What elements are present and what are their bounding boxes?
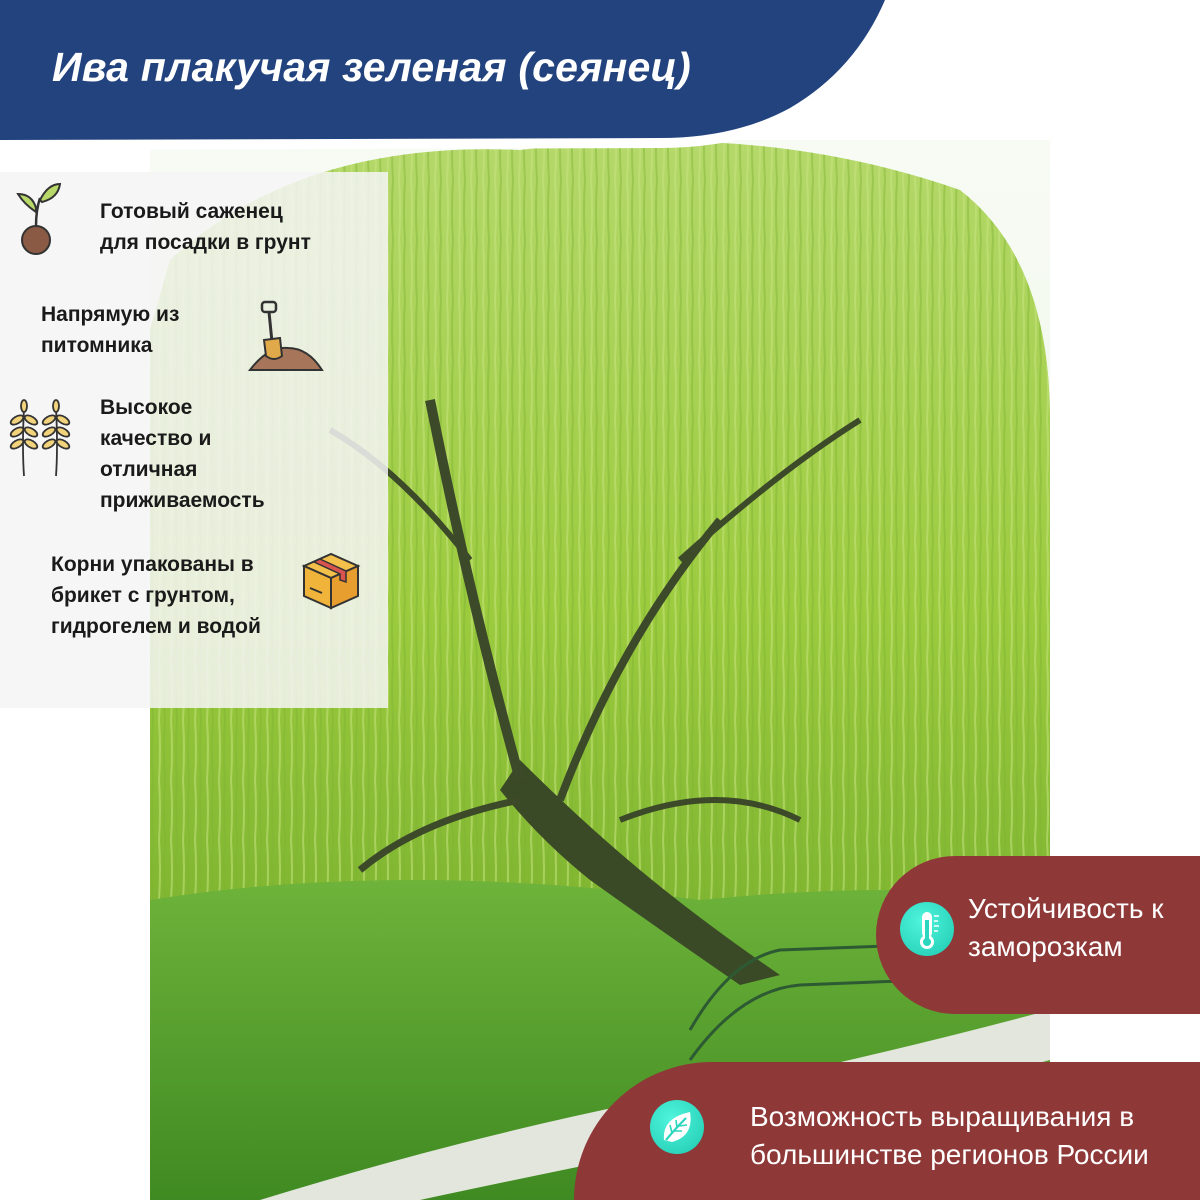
box-icon <box>300 550 362 612</box>
wheat-icon <box>4 398 76 478</box>
frost-resistance-badge <box>876 856 1200 1014</box>
feature-from-nursery: Напрямую из питомника <box>41 303 180 357</box>
feature-packed-roots: Корни упакованы в брикет с грунтом, гидрогелем и водой <box>51 553 261 638</box>
leaf-icon <box>650 1100 704 1154</box>
page-title: Ива плакучая зеленая (сеянец) <box>52 44 692 90</box>
regions-badge <box>574 1062 1200 1200</box>
feature-ready-seedling: Готовый саженец для посадки в грунт <box>100 200 311 254</box>
frost-resistance-text: Устойчивость к заморозкам <box>968 893 1164 962</box>
regions-text: Возможность выращивания в большинстве регионов России <box>750 1101 1149 1170</box>
feature-high-quality: Высокое качество и отличная приживаемость <box>100 396 265 512</box>
sprout-icon <box>14 180 64 258</box>
thermometer-icon <box>900 902 954 956</box>
shovel-icon <box>248 298 324 374</box>
